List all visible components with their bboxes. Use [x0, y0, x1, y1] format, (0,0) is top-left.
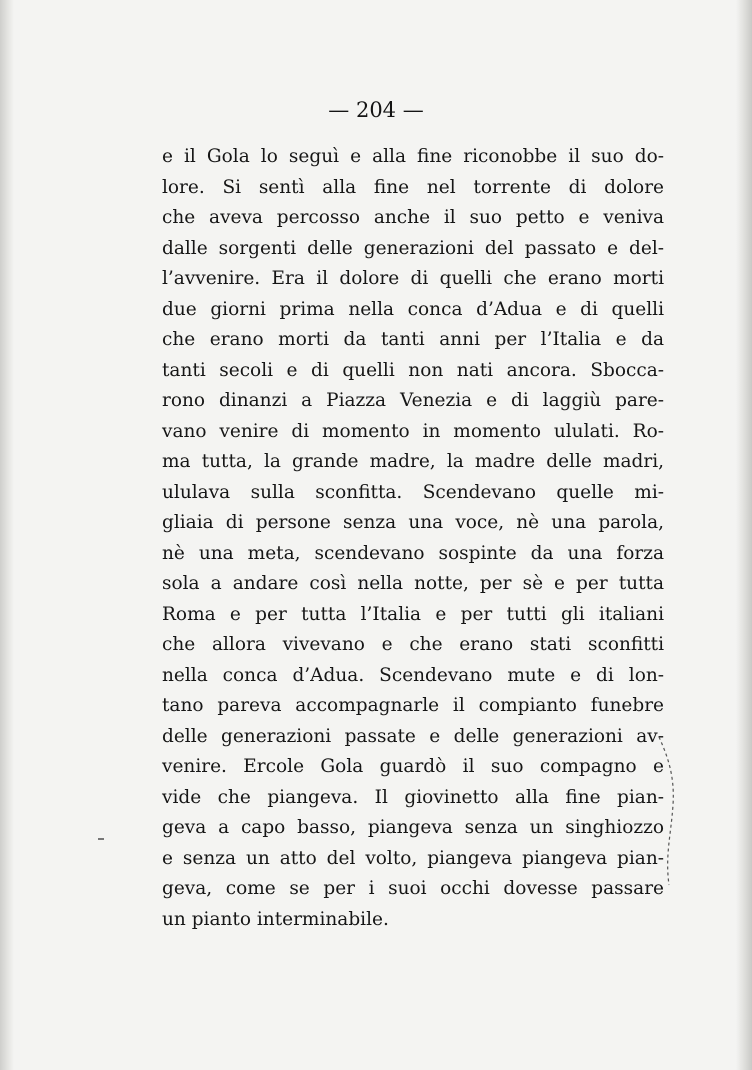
text-line: Roma e per tutta l’Italia e per tutti gli italiani [162, 603, 664, 625]
text-line: vano venire di momento in momento ululati. Ro- [162, 420, 664, 442]
text-line: che aveva percosso anche il suo petto e veniva [162, 207, 664, 228]
text-line: che erano morti da tanti anni per l’Italia e da [162, 329, 664, 350]
text-line: tanti secoli e di quelli non nati ancora. Sbocca- [162, 359, 664, 381]
text-line: dalle sorgenti delle generazioni del passato e del- [162, 237, 664, 259]
text-line: nè una meta, scendevano sospinte da una forza [162, 542, 664, 564]
text-line: lore. Si sentì alla fine nel torrente di dolore [162, 176, 664, 198]
page-edge-right [736, 0, 752, 1070]
text-line: ma tutta, la grande madre, la madre delle madri, [162, 451, 664, 472]
text-line: due giorni prima nella conca d’Adua e di quelli [162, 298, 664, 320]
text-line: che allora vivevano e che erano stati sconfitti [162, 634, 664, 655]
text-line: sola a andare così nella notte, per sè e per tutta [162, 573, 664, 594]
text-line: venire. Ercole Gola guardò il suo compagno e [162, 756, 664, 777]
page-edge-left [0, 0, 14, 1070]
text-line: l’avvenire. Era il dolore di quelli che erano morti [162, 268, 664, 289]
text-line: ululava sulla sconfitta. Scendevano quelle mi- [162, 481, 664, 503]
text-line: gliaia di persone senza una voce, nè una parola, [162, 512, 664, 533]
page-number: — 204 — [328, 98, 424, 122]
text-line: rono dinanzi a Piazza Venezia e di laggiù pare- [162, 390, 664, 411]
text-line: geva a capo basso, piangeva senza un singhiozzo [162, 817, 664, 838]
margin-pencil-mark [655, 735, 679, 895]
margin-mark [98, 838, 104, 840]
text-line: geva, come se per i suoi occhi dovesse passare [162, 878, 664, 899]
text-line: e il Gola lo seguì e alla fine riconobbe il suo do- [162, 146, 664, 167]
text-line: delle generazioni passate e delle generazioni av- [162, 725, 664, 747]
text-line: tano pareva accompagnarle il compianto funebre [162, 695, 664, 716]
text-line: nella conca d’Adua. Scendevano mute e di lon- [162, 664, 664, 686]
text-line: vide che piangeva. Il giovinetto alla fine pian- [162, 786, 664, 808]
text-line: e senza un atto del volto, piangeva piangeva pian- [162, 847, 664, 869]
text-line: un pianto interminabile. [162, 908, 389, 930]
body-text [162, 142, 664, 935]
